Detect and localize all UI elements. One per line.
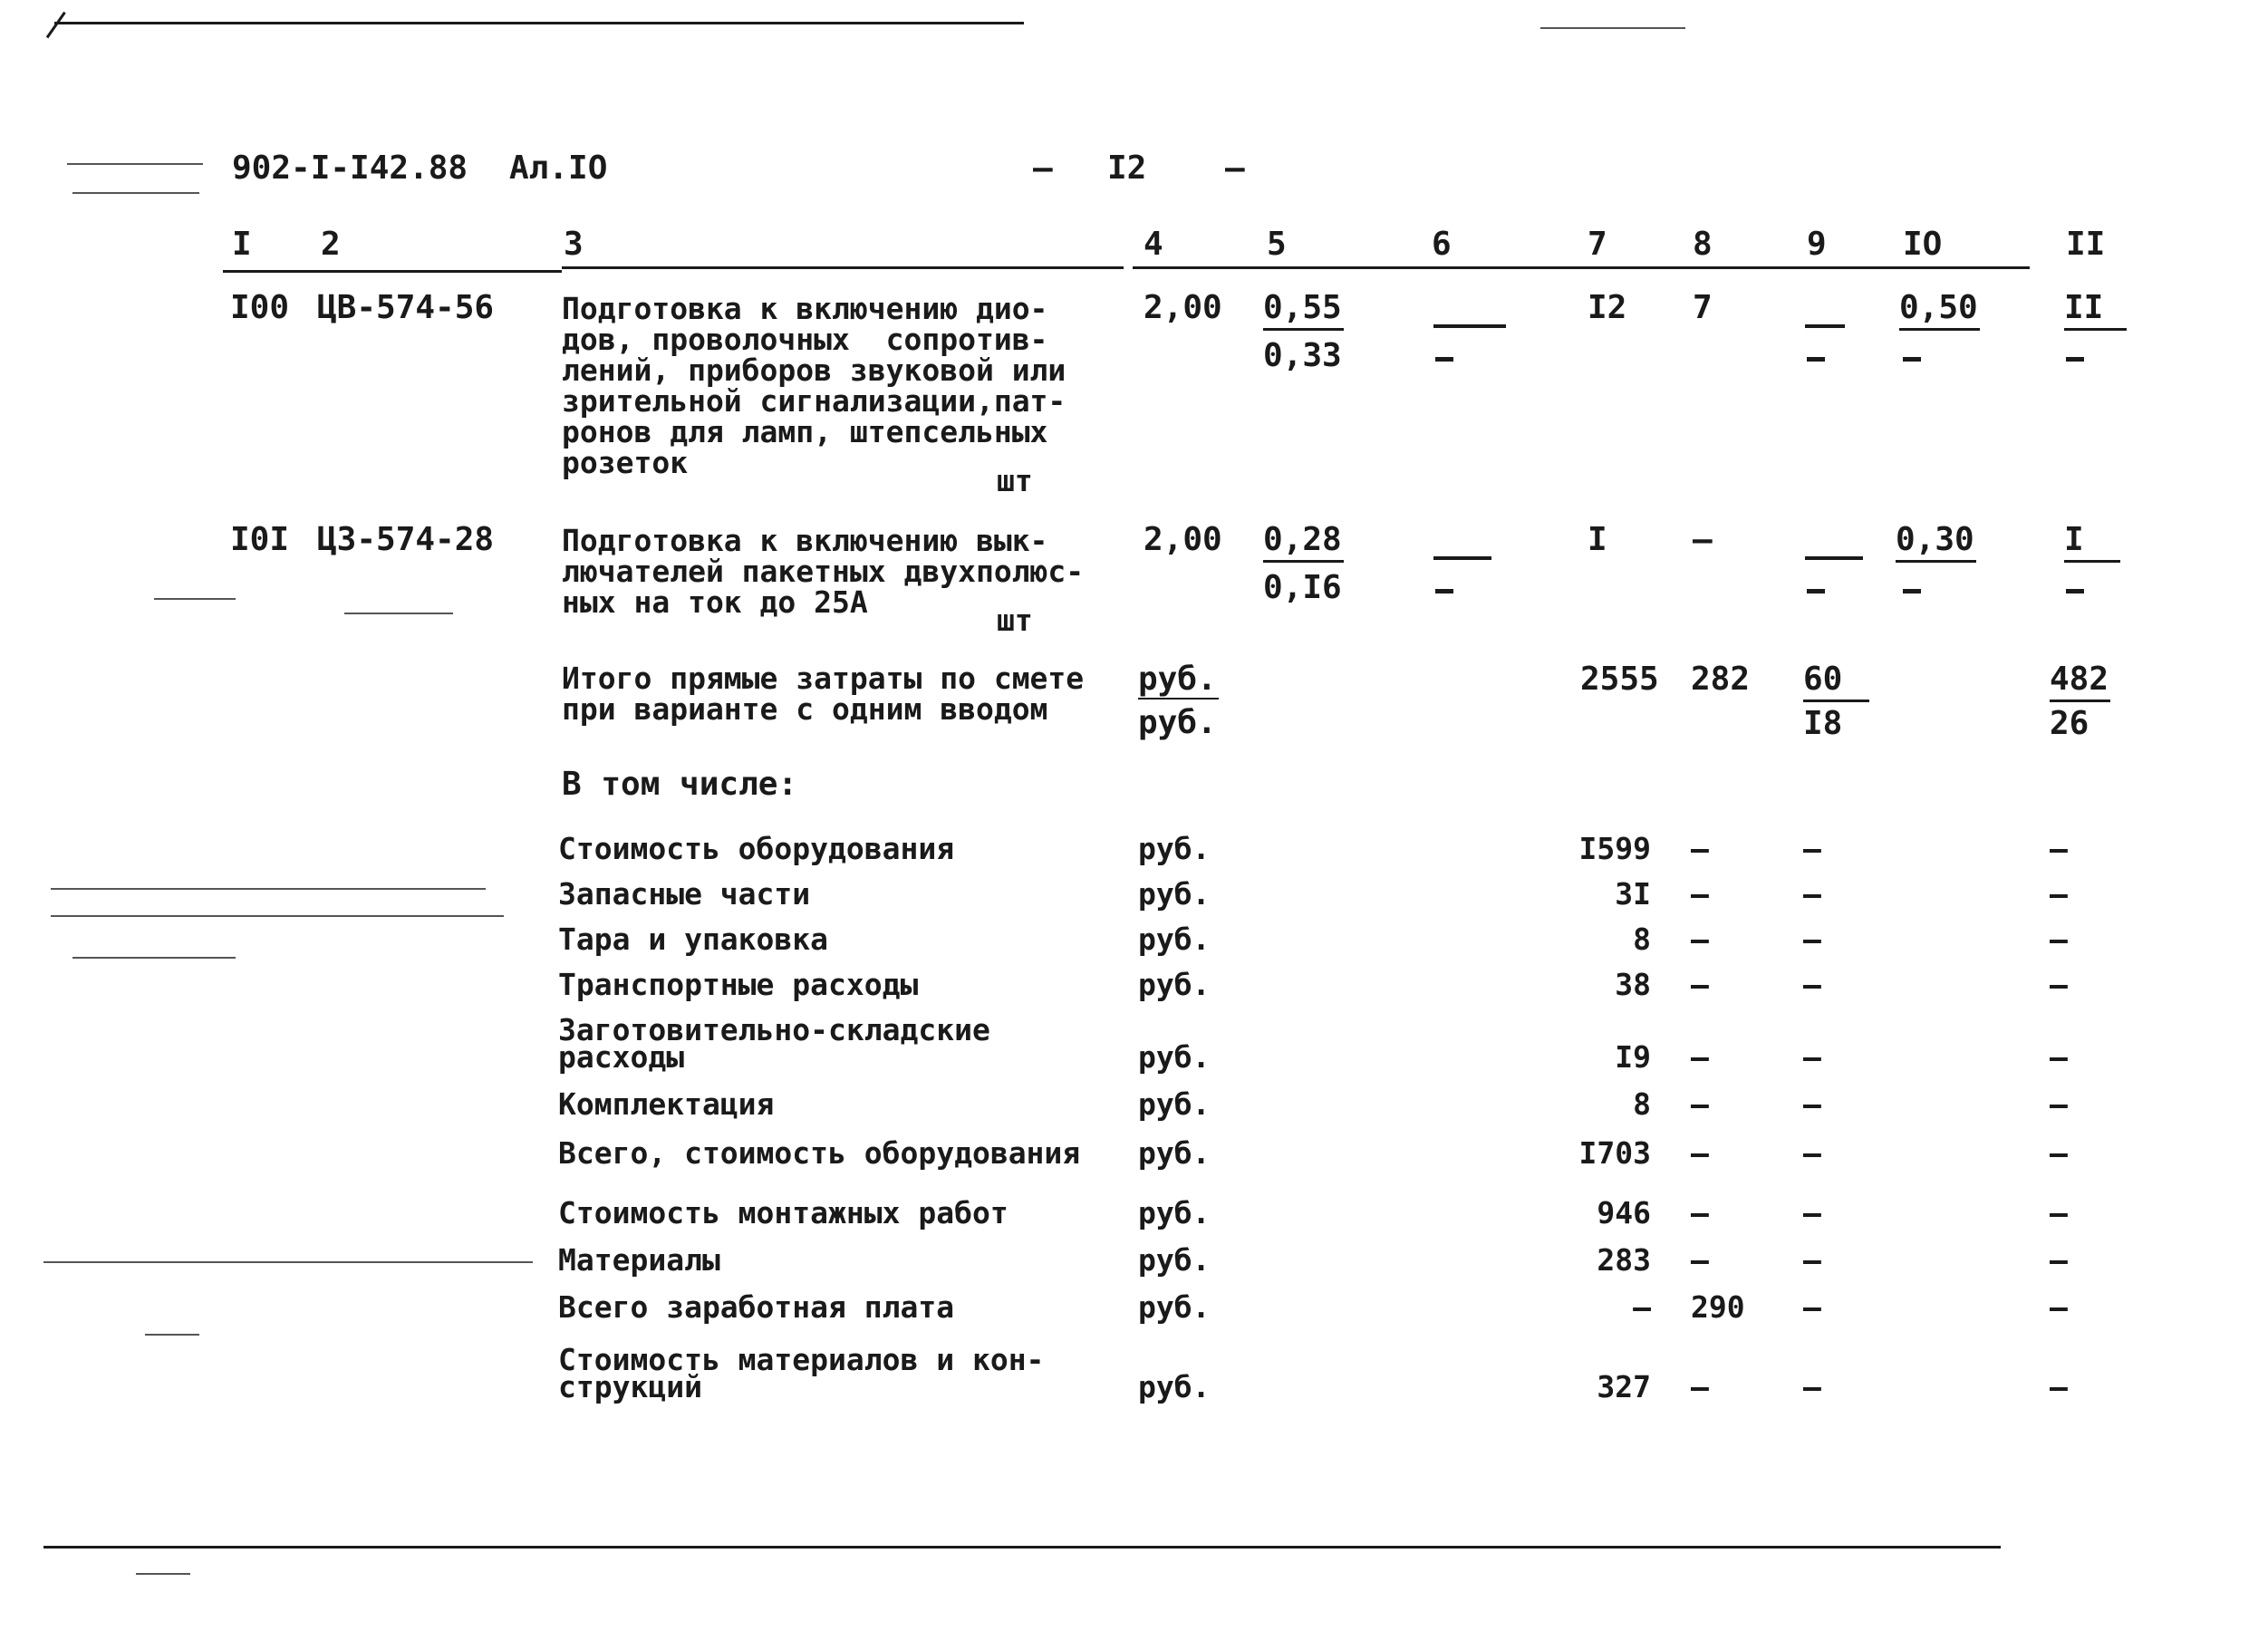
breakdown-col11: – [2050, 1086, 2068, 1122]
breakdown-col8: – [1691, 1086, 1709, 1122]
scan-noise [67, 163, 203, 165]
total-col11-top: 482 [2050, 663, 2110, 702]
col5-fraction [1263, 289, 1344, 374]
unit-label: шт [997, 603, 1033, 638]
quantity: 2,00 [1144, 289, 1222, 326]
breakdown-col8: – [1691, 967, 1709, 1002]
breakdown-col8: – [1691, 1242, 1709, 1278]
col10-dash-bottom [1903, 357, 1921, 362]
breakdown-col11: – [2050, 1135, 2068, 1171]
breakdown-col7: 327 [1597, 1369, 1651, 1404]
price-code: ЦЗ-574-28 [317, 521, 495, 558]
scan-noise [344, 613, 453, 614]
description-line: лений, приборов звуковой или [562, 352, 1066, 388]
col5-top: 0,28 [1263, 524, 1344, 563]
col10-top: 0,50 [1899, 292, 1980, 331]
col-header-3: 3 [564, 226, 584, 263]
description-line: лючателей пакетных двухполюс- [562, 554, 1085, 589]
breakdown-col9: – [1803, 1369, 1821, 1404]
breakdown-unit: руб. [1138, 967, 1211, 1002]
col10-top: 0,30 [1896, 524, 1976, 563]
breakdown-col8: – [1691, 876, 1709, 912]
breakdown-col8: 290 [1691, 1289, 1745, 1325]
breakdown-col7: 38 [1615, 967, 1651, 1002]
breakdown-label: Материалы [558, 1242, 720, 1278]
breakdown-label: Тара и упаковка [558, 921, 829, 957]
breakdown-col7: 8 [1633, 1086, 1651, 1122]
breakdown-label: Стоимость оборудования [558, 831, 955, 866]
breakdown-label: Всего, стоимость оборудования [558, 1135, 1081, 1171]
col5-top: 0,55 [1263, 292, 1344, 331]
header-rule-3 [1133, 266, 2030, 269]
breakdown-col7: I9 [1615, 1039, 1651, 1075]
description-line: Подготовка к включению дио- [562, 291, 1048, 326]
doc-number: 902-I-I42.88 [232, 150, 468, 187]
scan-noise [72, 957, 236, 959]
breakdown-col11: – [2050, 831, 2068, 866]
breakdown-col7: – [1633, 1289, 1651, 1325]
breakdown-unit: руб. [1138, 1135, 1211, 1171]
header-rule-2 [562, 266, 1124, 269]
breakdown-col7: I599 [1578, 831, 1651, 866]
breakdown-col9: – [1803, 831, 1821, 866]
breakdown-col9: – [1803, 1195, 1821, 1230]
top-border-slash [46, 12, 66, 39]
breakdown-col8: – [1691, 921, 1709, 957]
col-header-11: II [2066, 226, 2106, 263]
breakdown-col7: I703 [1578, 1135, 1651, 1171]
breakdown-label: Стоимость материалов и кон- [558, 1342, 1045, 1377]
breakdown-col8: – [1691, 1039, 1709, 1075]
breakdown-label: Всего заработная плата [558, 1289, 955, 1325]
col9-dash-top [1805, 556, 1863, 560]
breakdown-unit: руб. [1138, 1369, 1211, 1404]
breakdown-col11: – [2050, 967, 2068, 1002]
col10-fraction [1896, 521, 1976, 563]
scan-noise [51, 915, 504, 917]
col9-dash-bottom [1807, 589, 1825, 593]
header-rule-1 [223, 270, 562, 273]
breakdown-col11: – [2050, 876, 2068, 912]
breakdown-col7: 946 [1597, 1195, 1651, 1230]
total-unit-fraction [1138, 663, 1219, 739]
breakdown-unit: руб. [1138, 1195, 1211, 1230]
page-dash-left: – [1033, 150, 1053, 187]
col5-bottom: 0,I6 [1263, 569, 1342, 606]
scan-noise [154, 598, 236, 600]
col10-fraction [1899, 289, 1980, 331]
col-header-6: 6 [1432, 226, 1452, 263]
breakdown-col8: – [1691, 1195, 1709, 1230]
page-dash-right: – [1225, 150, 1245, 187]
album-label: Ал.IO [509, 150, 608, 187]
breakdown-label: струкций [558, 1369, 702, 1404]
breakdown-unit: руб. [1138, 1039, 1211, 1075]
breakdown-col11: – [2050, 1195, 2068, 1230]
col6-dash-top [1433, 556, 1491, 560]
breakdown-label: Транспортные расходы [558, 967, 919, 1002]
col11-fraction [2064, 521, 2120, 563]
breakdown-col7: 3I [1615, 876, 1651, 912]
col-header-7: 7 [1588, 226, 1607, 263]
breakdown-col9: – [1803, 1242, 1821, 1278]
col10-dash-bottom [1903, 589, 1921, 593]
col11-dash-bottom [2066, 357, 2084, 362]
total-label-line: Итого прямые затраты по смете [562, 661, 1085, 696]
breakdown-col11: – [2050, 1369, 2068, 1404]
col9-dash-top [1805, 324, 1845, 328]
col11-dash-bottom [2066, 589, 2084, 593]
total-col9-top: 60 [1803, 663, 1869, 702]
total-col11-bottom: 26 [2050, 705, 2089, 742]
breakdown-col7: 283 [1597, 1242, 1651, 1278]
col6-dash-bottom [1435, 357, 1453, 362]
col11-top: I [2064, 524, 2120, 563]
scan-noise [43, 1261, 533, 1263]
total-label-line: при варианте с одним вводом [562, 691, 1048, 727]
col9-dash-bottom [1807, 357, 1825, 362]
breakdown-label: Комплектация [558, 1086, 775, 1122]
scan-noise [51, 888, 486, 890]
breakdown-col9: – [1803, 1086, 1821, 1122]
col-header-8: 8 [1693, 226, 1713, 263]
breakdown-col11: – [2050, 1039, 2068, 1075]
total-col11-fraction [2050, 663, 2110, 740]
breakdown-col8: – [1691, 831, 1709, 866]
col7-value: I2 [1588, 289, 1627, 326]
breakdown-col9: – [1803, 876, 1821, 912]
description-line: зрительной сигнализации,пат- [562, 383, 1066, 419]
col6-dash-bottom [1435, 589, 1453, 593]
col-header-10: IO [1903, 226, 1943, 263]
col-header-9: 9 [1807, 226, 1827, 263]
breakdown-col9: – [1803, 1135, 1821, 1171]
breakdown-unit: руб. [1138, 831, 1211, 866]
quantity: 2,00 [1144, 521, 1222, 558]
total-unit-top: руб. [1138, 661, 1217, 698]
breakdown-col9: – [1803, 967, 1821, 1002]
total-col9-bottom: I8 [1803, 705, 1843, 742]
breakdown-col9: – [1803, 1289, 1821, 1325]
scan-noise [1540, 27, 1685, 29]
breakdown-label: Запасные части [558, 876, 811, 912]
breakdown-col7: 8 [1633, 921, 1651, 957]
breakdown-label: Заготовительно-складские [558, 1012, 990, 1047]
col11-fraction [2064, 289, 2127, 331]
col-header-1: I [232, 226, 252, 263]
description-line: розеток [562, 445, 689, 480]
col6-dash-top [1433, 324, 1506, 328]
including-label: В том числе: [562, 766, 798, 803]
scan-noise [145, 1334, 199, 1336]
total-unit-bottom: руб. [1138, 704, 1217, 741]
breakdown-col8: – [1691, 1135, 1709, 1171]
description-line: ронов для ламп, штепсельных [562, 414, 1048, 449]
scan-noise [72, 192, 199, 194]
description-line: ных на ток до 25А [562, 584, 868, 620]
breakdown-col8: – [1691, 1369, 1709, 1404]
row-number: I00 [230, 289, 290, 326]
total-col7: 2555 [1580, 661, 1659, 698]
breakdown-col9: – [1803, 921, 1821, 957]
breakdown-label: Стоимость монтажных работ [558, 1195, 1009, 1230]
col7-value: I [1588, 521, 1607, 558]
breakdown-col11: – [2050, 1242, 2068, 1278]
breakdown-col11: – [2050, 921, 2068, 957]
description-line: Подготовка к включению вык- [562, 523, 1048, 558]
col5-fraction [1263, 521, 1344, 606]
col8-value: 7 [1693, 289, 1713, 326]
breakdown-unit: руб. [1138, 1086, 1211, 1122]
row-number: I0I [230, 521, 290, 558]
breakdown-unit: руб. [1138, 1289, 1211, 1325]
col5-bottom: 0,33 [1263, 337, 1342, 374]
scan-noise [136, 1573, 190, 1575]
col11-top: II [2064, 292, 2127, 331]
breakdown-label: расходы [558, 1039, 685, 1075]
description-line: дов, проволочных сопротив- [562, 322, 1048, 357]
breakdown-unit: руб. [1138, 876, 1211, 912]
breakdown-col11: – [2050, 1289, 2068, 1325]
top-border-line [54, 22, 1024, 24]
total-col9-fraction [1803, 663, 1869, 740]
col-header-4: 4 [1144, 226, 1163, 263]
price-code: ЦВ-574-56 [317, 289, 495, 326]
breakdown-unit: руб. [1138, 921, 1211, 957]
col-header-5: 5 [1267, 226, 1287, 263]
unit-label: шт [997, 463, 1033, 498]
col-header-2: 2 [321, 226, 341, 263]
total-col8: 282 [1691, 661, 1751, 698]
bottom-border-line [43, 1546, 2001, 1549]
breakdown-unit: руб. [1138, 1242, 1211, 1278]
page-number: I2 [1107, 150, 1147, 187]
breakdown-col9: – [1803, 1039, 1821, 1075]
col8-value: – [1693, 521, 1713, 558]
